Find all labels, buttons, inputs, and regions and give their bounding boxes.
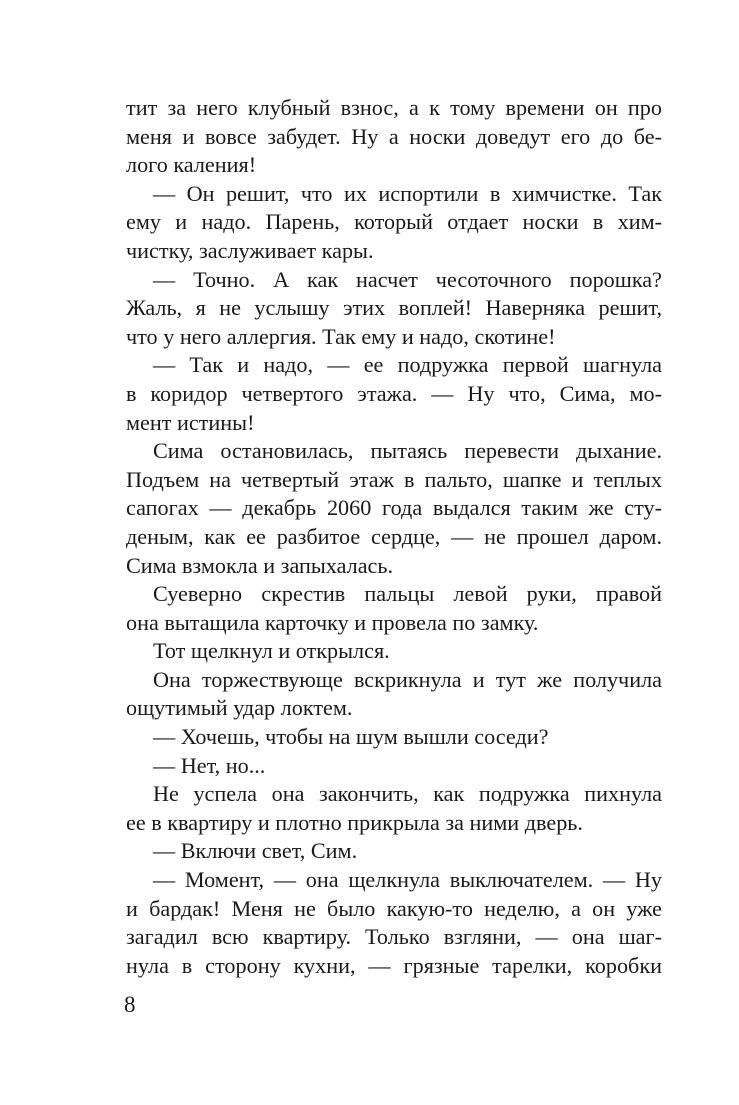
text-line: — Нет, но... — [153, 752, 266, 778]
text-line: ее в квартиру и плотно прикрыла за ними дверь. — [126, 809, 583, 835]
page-number: 8 — [124, 992, 136, 1017]
text-line: сапогах — декабрь 2060 года выдался таким же сту- — [126, 495, 662, 521]
text-line: — Хочешь, чтобы на шум вышли соседи? — [153, 724, 549, 750]
text-line: Подъем на четвертый этаж в пальто, шапке и теплых — [126, 466, 662, 492]
page-body-text — [126, 94, 662, 980]
text-line: меня и вовсе забудет. Ну а носки доведут его до бе- — [126, 123, 662, 149]
text-line: лого каления! — [126, 152, 257, 178]
text-line: — Момент, — она щелкнула выключателем. — Ну — [153, 867, 662, 893]
text-line: и бардак! Меня не было какую-то неделю, а он уже — [126, 895, 662, 921]
text-line: Жаль, я не услышу этих воплей! Наверняка решит, — [126, 295, 662, 321]
text-line: — Так и надо, — ее подружка первой шагнула — [153, 352, 662, 378]
text-line: ему и надо. Парень, который отдает носки в хим- — [126, 209, 662, 235]
text-line: деным, как ее разбитое сердце, — не прошел даром. — [126, 523, 662, 549]
text-line: что у него аллергия. Так ему и надо, скотине! — [126, 323, 556, 349]
text-line: — Включи свет, Сим. — [153, 838, 358, 864]
text-line: — Точно. А как насчет чесоточного порошка? — [153, 266, 662, 292]
text-line: тит за него клубный взнос, а к тому времени он про — [126, 95, 662, 120]
text-line: Сима остановилась, пытаясь перевести дыхание. — [153, 438, 662, 464]
text-line: ощутимый удар локтем. — [126, 695, 353, 721]
text-line: Сима взмокла и запыхалась. — [126, 552, 394, 578]
text-line: Она торжествующе вскрикнула и тут же получила — [153, 666, 662, 692]
text-line: она вытащила карточку и провела по замку. — [126, 609, 539, 635]
text-line: Суеверно скрестив пальцы левой руки, правой — [153, 581, 662, 607]
text-line: — Он решит, что их испортили в химчистке. Так — [153, 180, 662, 206]
text-line: нула в сторону кухни, — грязные тарелки, коробки — [126, 952, 662, 978]
text-line: чистку, заслуживает кары. — [126, 237, 374, 263]
text-line: в коридор четвертого этажа. — Ну что, Сима, мо- — [126, 380, 662, 406]
text-line: Тот щелкнул и открылся. — [153, 638, 390, 664]
text-line: мент истины! — [126, 409, 255, 435]
text-line: загадил всю квартиру. Только взгляни, — она шаг- — [126, 924, 662, 950]
text-line: Не успела она закончить, как подружка пихнула — [153, 781, 662, 807]
